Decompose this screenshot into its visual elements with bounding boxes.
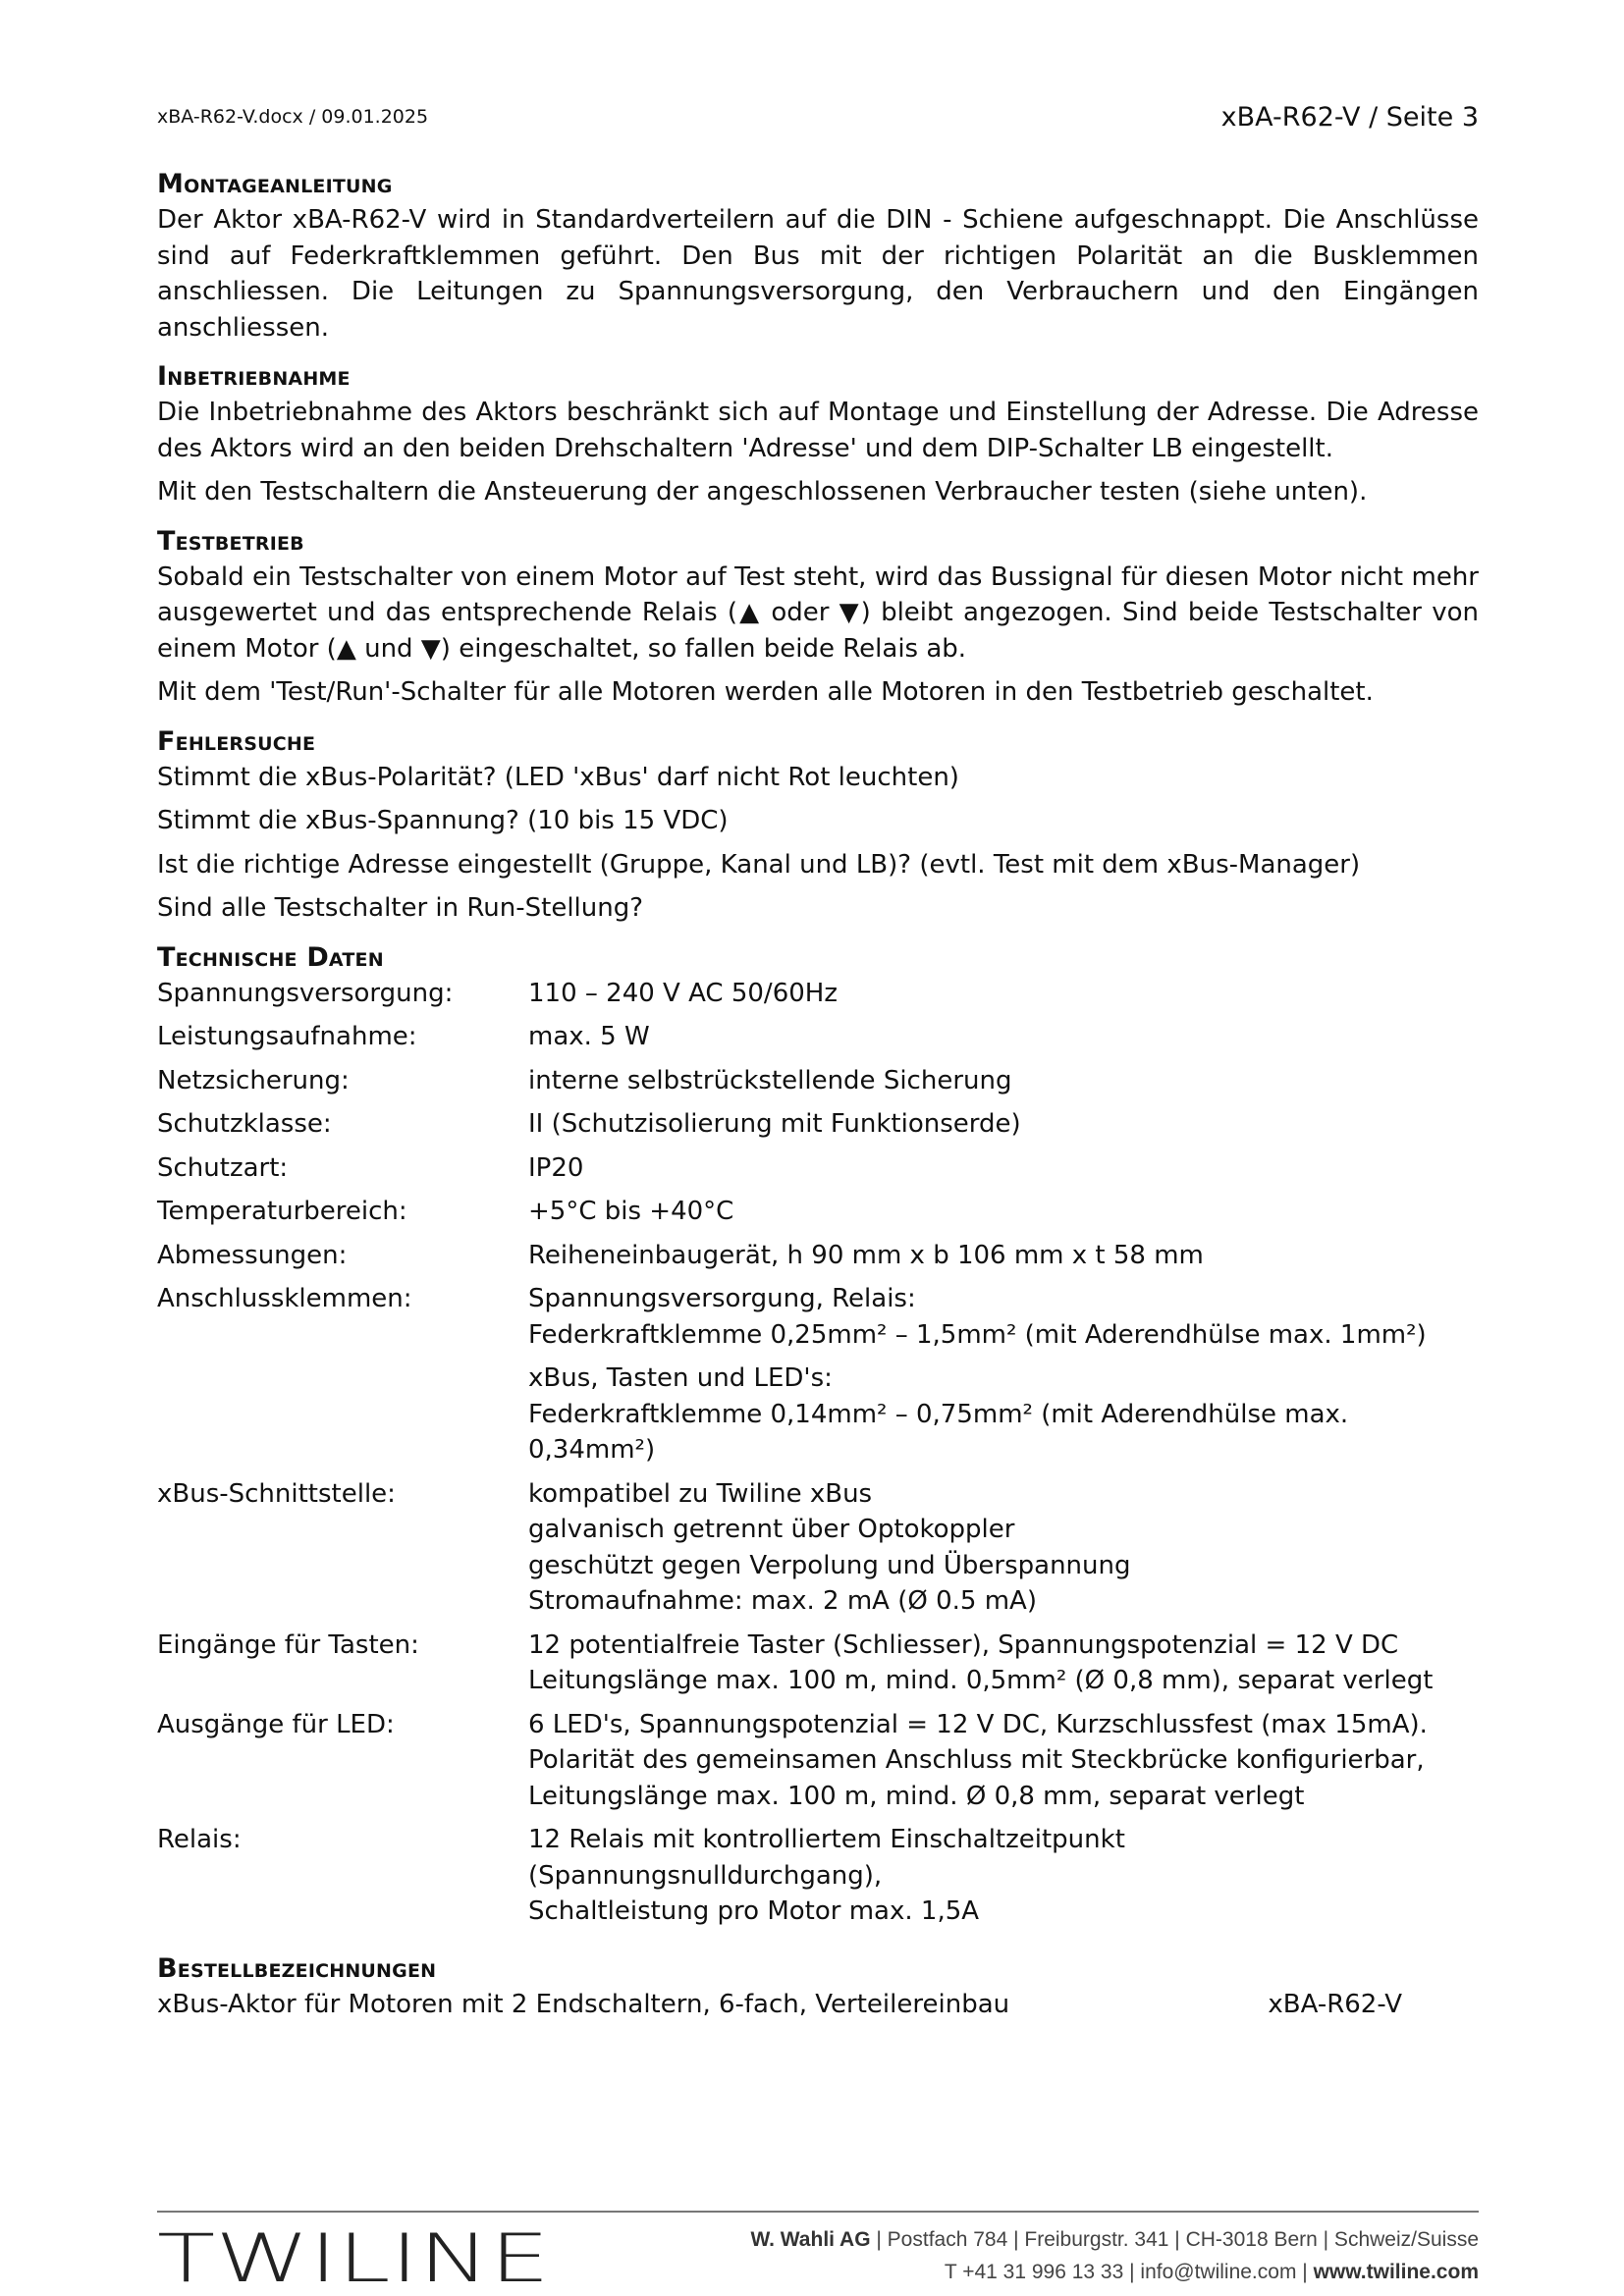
- spec-value: max. 5 W: [528, 1022, 650, 1051]
- spec-label: xBus-Schnittstelle:: [157, 1478, 396, 1509]
- spec-label: Spannungsversorgung:: [157, 978, 454, 1008]
- section-title-montage: Montageanleitung: [157, 169, 393, 199]
- inbetriebnahme-text-1: Die Inbetriebnahme des Aktors beschränkt sich auf Montage und Einstellung der Adresse. Die Adresse des Aktors wird an den beiden Drehschaltern 'Adresse' und dem DIP-Schalter LB eingestellt.: [157, 398, 1479, 463]
- spec-label: Temperaturbereich:: [157, 1197, 407, 1226]
- spec-value: [528, 1281, 1479, 1361]
- spec-row: [157, 1019, 1479, 1063]
- spec-value-line: 6 LED's, Spannungspotenzial = 12 V DC, Kurzschlussfest (max 15mA).: [528, 1709, 1428, 1739]
- spec-label: Abmessungen:: [157, 1240, 348, 1270]
- twiline-logo: [157, 2216, 555, 2295]
- footer-phone-email: T +41 31 996 13 33 | info@twiline.com |: [944, 2261, 1314, 2283]
- header-filename-date: xBA-R62-V.docx / 09.01.2025: [157, 106, 429, 128]
- testbetrieb-text-2: Mit dem 'Test/Run'-Schalter für alle Motoren werden alle Motoren in den Testbetrieb geschaltet.: [157, 677, 1374, 707]
- section-technische-daten: [157, 940, 1479, 1938]
- spec-value-line: 12 Relais mit kontrolliertem Einschaltzeitpunkt (Spannungsnulldurchgang),: [528, 1825, 1125, 1891]
- footer-website: www.twiline.com: [1313, 2261, 1479, 2283]
- spec-value-line: galvanisch getrennt über Optokoppler: [528, 1515, 1015, 1544]
- section-title-fehlersuche: Fehlersuche: [157, 725, 316, 757]
- spec-label: [157, 1361, 528, 1476]
- montage-text: Der Aktor xBA-R62-V wird in Standardverteilern auf die DIN - Schiene aufgeschnappt. Die Anschlüsse sind auf Federkraftklemmen geführt. Den Bus mit der richtigen Polarität an die Busklemmen anschliessen. Die Leitungen zu Spannungsversorgung, den Verbrauchern und den Eingängen anschliessen.: [157, 205, 1479, 343]
- section-title-inbetriebnahme: Inbetriebnahme: [157, 361, 351, 392]
- logo-text: TWILINE: [157, 2220, 550, 2295]
- order-row: [157, 1987, 1479, 2023]
- spec-row: [157, 976, 1479, 1020]
- spec-value-line: Federkraftklemme 0,25mm² – 1,5mm² (mit Aderendhülse max. 1mm²): [528, 1319, 1427, 1350]
- section-testbetrieb: [157, 524, 1479, 711]
- spec-row: [157, 1281, 1479, 1361]
- spec-value: II (Schutzisolierung mit Funktionserde): [528, 1109, 1021, 1139]
- testbetrieb-text-1: Sobald ein Testschalter von einem Motor auf Test steht, wird das Bussignal für diesen Motor nicht mehr ausgewertet und das entsprechende Relais (▲ oder ▼) bleibt angezogen. Sind beide Testschalter von einem Motor (▲ und ▼) eingeschaltet, so fallen beide Relais ab.: [157, 561, 1479, 664]
- footer-address-line: [750, 2223, 1479, 2256]
- spec-value: Reiheneinbaugerät, h 90 mm x b 106 mm x t 58 mm: [528, 1240, 1204, 1270]
- spec-value: [528, 1628, 1479, 1707]
- footer-divider: [157, 2211, 1479, 2213]
- spec-label: Schutzart:: [157, 1152, 289, 1183]
- fehlersuche-item: Sind alle Testschalter in Run-Stellung?: [157, 893, 644, 923]
- spec-value: [528, 1476, 1479, 1628]
- spec-value-line: xBus, Tasten und LED's:: [528, 1363, 833, 1393]
- header-page-number: xBA-R62-V / Seite 3: [1220, 102, 1479, 133]
- spec-value: +5°C bis +40°C: [528, 1197, 734, 1226]
- spec-label: Relais:: [157, 1825, 242, 1854]
- order-description: xBus-Aktor für Motoren mit 2 Endschaltern, 6-fach, Verteilereinbau: [157, 1989, 1010, 2019]
- spec-value-line: geschützt gegen Verpolung und Überspannung: [528, 1550, 1131, 1580]
- spec-value-line: Stromaufnahme: max. 2 mA (Ø 0.5 mA): [528, 1586, 1037, 1616]
- spec-label: Leistungsaufnahme:: [157, 1022, 417, 1051]
- spec-value: [528, 1361, 1479, 1476]
- spec-row: [157, 1361, 1479, 1476]
- fehlersuche-item: Stimmt die xBus-Spannung? (10 bis 15 VDC): [157, 806, 729, 835]
- spec-value: IP20: [528, 1152, 584, 1183]
- section-montage: [157, 167, 1479, 346]
- section-bestellbezeichnungen: [157, 1951, 1479, 2023]
- document-body: [157, 167, 1479, 2036]
- spec-row: [157, 1194, 1479, 1238]
- section-title-technische-daten: Technische Daten: [157, 941, 384, 973]
- spec-value-line: Polarität des gemeinsamen Anschluss mit Steckbrücke konfigurierbar,: [528, 1745, 1425, 1775]
- spec-table: [157, 976, 1479, 1938]
- order-code: xBA-R62-V: [1268, 1989, 1402, 2019]
- spec-label: Schutzklasse:: [157, 1109, 332, 1139]
- spec-row: [157, 1063, 1479, 1107]
- spec-value: interne selbstrückstellende Sicherung: [528, 1065, 1012, 1095]
- spec-value-line: Federkraftklemme 0,14mm² – 0,75mm² (mit Aderendhülse max. 0,34mm²): [528, 1399, 1349, 1465]
- spec-value-line: Schaltleistung pro Motor max. 1,5A: [528, 1896, 980, 1926]
- spec-label: Anschlussklemmen:: [157, 1284, 412, 1313]
- company-name: W. Wahli AG: [750, 2228, 871, 2251]
- section-title-bestellbezeichnungen: Bestellbezeichnungen: [157, 1952, 437, 1984]
- spec-row: [157, 1822, 1479, 1938]
- section-fehlersuche: [157, 724, 1479, 927]
- fehlersuche-item: Ist die richtige Adresse eingestellt (Gruppe, Kanal und LB)? (evtl. Test mit dem xBus-Manager): [157, 849, 1361, 880]
- spec-value-line: 12 potentialfreie Taster (Schliesser), Spannungspotenzial = 12 V DC: [528, 1629, 1399, 1660]
- spec-row: [157, 1150, 1479, 1195]
- spec-label: Ausgänge für LED:: [157, 1709, 395, 1739]
- spec-row: [157, 1106, 1479, 1150]
- section-inbetriebnahme: [157, 359, 1479, 510]
- section-title-testbetrieb: Testbetrieb: [157, 525, 304, 557]
- spec-value-line: Leitungslänge max. 100 m, mind. 0,5mm² (Ø 0,8 mm), separat verlegt: [528, 1666, 1434, 1695]
- spec-value: [528, 1822, 1479, 1938]
- spec-row: [157, 1476, 1479, 1628]
- inbetriebnahme-text-2: Mit den Testschaltern die Ansteuerung der angeschlossenen Verbraucher testen (siehe unten).: [157, 477, 1368, 507]
- spec-value: [528, 1707, 1479, 1823]
- spec-label: Netzsicherung:: [157, 1065, 350, 1095]
- spec-row: [157, 1238, 1479, 1282]
- spec-value: 110 – 240 V AC 50/60Hz: [528, 978, 838, 1008]
- footer-contact-line: [750, 2256, 1479, 2288]
- spec-row: [157, 1707, 1479, 1823]
- spec-value-line: Spannungsversorgung, Relais:: [528, 1284, 916, 1313]
- spec-value-line: kompatibel zu Twiline xBus: [528, 1478, 873, 1509]
- fehlersuche-item: Stimmt die xBus-Polarität? (LED 'xBus' darf nicht Rot leuchten): [157, 762, 959, 792]
- spec-label: Eingänge für Tasten:: [157, 1629, 419, 1660]
- footer-contact: [750, 2223, 1479, 2288]
- footer-address: | Postfach 784 | Freiburgstr. 341 | CH-3018 Bern | Schweiz/Suisse: [870, 2228, 1479, 2251]
- spec-value-line: Leitungslänge max. 100 m, mind. Ø 0,8 mm, separat verlegt: [528, 1781, 1305, 1811]
- spec-row: [157, 1628, 1479, 1707]
